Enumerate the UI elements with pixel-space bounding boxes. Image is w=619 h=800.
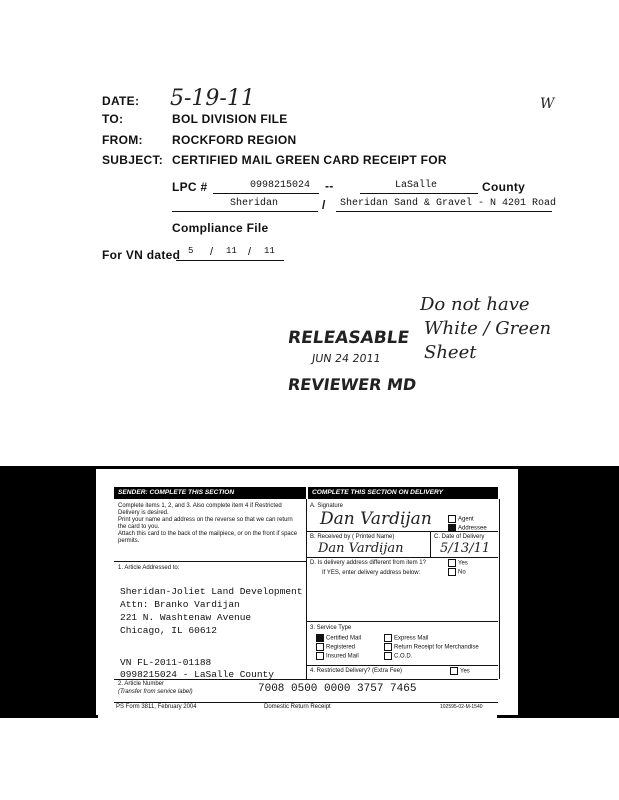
signature-value: Dan Vardijan	[320, 509, 432, 529]
service-express	[384, 634, 428, 643]
certified-checkbox	[316, 634, 324, 642]
vn-sep-1: /	[210, 246, 214, 258]
diff-yes-checkbox	[448, 559, 456, 567]
county-value: LaSalle	[395, 180, 438, 191]
form-code: 102595-02-M-1540	[440, 704, 483, 710]
service-registered	[316, 643, 355, 652]
form-number: PS Form 3811, February 2004	[116, 704, 197, 710]
diff-no-checkbox	[448, 568, 456, 576]
sender-header: SENDER: COMPLETE THIS SECTION	[114, 487, 306, 499]
agent-checkbox	[448, 515, 456, 523]
article-addressed-label: 1. Article Addressed to:	[118, 565, 180, 571]
to-label: TO:	[102, 112, 124, 126]
restricted-yes-label: Yes	[460, 668, 470, 675]
service-option-label: Registered	[326, 644, 356, 651]
delivery-diff-label: D. Is delivery address different from item 1?	[310, 560, 426, 566]
received-by-value: Dan Vardijan	[318, 541, 404, 556]
service-option-label: Return Receipt for Merchandise	[394, 644, 479, 651]
agent-label: Agent	[458, 516, 474, 523]
divider	[306, 621, 498, 622]
note-line-1: Do not have	[420, 294, 530, 315]
express-checkbox	[384, 634, 392, 642]
diff-no-option	[448, 568, 466, 577]
service-option-label: Certified Mail	[326, 635, 362, 642]
note-line-2: White / Green	[424, 318, 552, 339]
service-type-label: 3. Service Type	[310, 625, 352, 631]
date-delivery-label: C. Date of Delivery	[434, 534, 485, 540]
return-receipt-checkbox	[384, 643, 392, 651]
address-line: Sheridan-Joliet Land Development	[120, 586, 303, 597]
note-line-3: Sheet	[424, 342, 477, 363]
county-label: County	[482, 180, 526, 194]
service-certified	[316, 634, 361, 643]
service-insured	[316, 652, 359, 661]
date-value: 5-19-11	[170, 86, 255, 111]
if-yes-label: If YES, enter delivery address below:	[322, 570, 421, 576]
divider	[306, 531, 498, 532]
instruction-item: Print your name and address on the reverse so that we can return the card to you.	[118, 517, 293, 530]
site-city: Sheridan	[230, 198, 279, 209]
date-label: DATE:	[102, 94, 140, 108]
subject-value: CERTIFIED MAIL GREEN CARD RECEIPT FOR	[172, 153, 447, 167]
from-value: ROCKFORD REGION	[172, 133, 297, 147]
scan-border-left	[0, 466, 98, 718]
transfer-label: (Transfer from service label)	[118, 689, 193, 695]
stamp-reviewer: REVIEWER MD	[286, 375, 418, 394]
instruction-item: Complete items 1, 2, and 3. Also complete item 4 if Restricted Delivery is desired.	[118, 503, 282, 516]
agent-option	[448, 515, 474, 524]
received-by-label: B. Received by ( Printed Name)	[310, 534, 395, 540]
lpc-county-line: 0998215024 - LaSalle County	[120, 669, 274, 680]
lpc-value: 0998215024	[250, 180, 311, 191]
article-number-value: 7008 0500 0000 3757 7465	[258, 683, 417, 695]
from-label: FROM:	[102, 133, 143, 147]
instructions	[118, 503, 302, 545]
divider	[306, 665, 498, 666]
subject-label: SUBJECT:	[102, 153, 164, 167]
form-title: Domestic Return Receipt	[264, 704, 331, 710]
service-cod	[384, 652, 412, 661]
vn-number: VN FL-2011-01188	[120, 657, 212, 668]
restricted-checkbox	[450, 667, 458, 675]
insured-checkbox	[316, 652, 324, 660]
address-line: 221 N. Washtenaw Avenue	[120, 612, 252, 623]
lpc-label: LPC #	[172, 180, 208, 194]
to-value: BOL DIVISION FILE	[172, 112, 288, 126]
restricted-yes-option	[450, 667, 470, 676]
article-number-label: 2. Article Number	[118, 681, 165, 687]
address-line: Chicago, IL 60612	[120, 625, 217, 636]
registered-checkbox	[316, 643, 324, 651]
signature-label: A. Signature	[310, 503, 344, 509]
delivery-header: COMPLETE THIS SECTION ON DELIVERY	[308, 487, 498, 499]
divider	[430, 531, 431, 557]
corner-mark: W	[540, 96, 555, 112]
restricted-label: 4. Restricted Delivery? (Extra Fee)	[310, 668, 403, 674]
stamp-releasable: RELEASABLE	[286, 328, 411, 348]
diff-no-label: No	[458, 569, 466, 576]
vn-day: 11	[226, 246, 237, 256]
instruction-item: Attach this card to the back of the mailpiece, or on the front if space permits.	[118, 531, 298, 544]
dash: --	[325, 179, 334, 193]
service-return-receipt	[384, 643, 479, 652]
site-name: Sheridan Sand & Gravel - N 4201 Road	[340, 198, 557, 209]
slash: /	[322, 198, 326, 212]
date-delivery-value: 5/13/11	[440, 541, 491, 556]
vn-sep-2: /	[248, 246, 252, 258]
compliance-file: Compliance File	[172, 221, 269, 235]
vn-label: For VN dated	[102, 248, 181, 262]
service-option-label: C.O.D.	[394, 653, 413, 660]
diff-yes-label: Yes	[458, 560, 468, 567]
vn-month: 5	[188, 246, 194, 256]
addressee-label: Addressee	[458, 525, 487, 532]
address-line: Attn: Branko Vardijan	[120, 599, 240, 610]
service-option-label: Insured Mail	[326, 653, 359, 660]
stamp-date: JUN 24 2011	[311, 352, 382, 365]
cod-checkbox	[384, 652, 392, 660]
diff-yes-option	[448, 559, 468, 568]
vn-year: 11	[264, 246, 275, 256]
return-receipt-card	[96, 469, 518, 715]
service-option-label: Express Mail	[394, 635, 429, 642]
address-block	[120, 585, 302, 637]
divider	[306, 557, 498, 558]
